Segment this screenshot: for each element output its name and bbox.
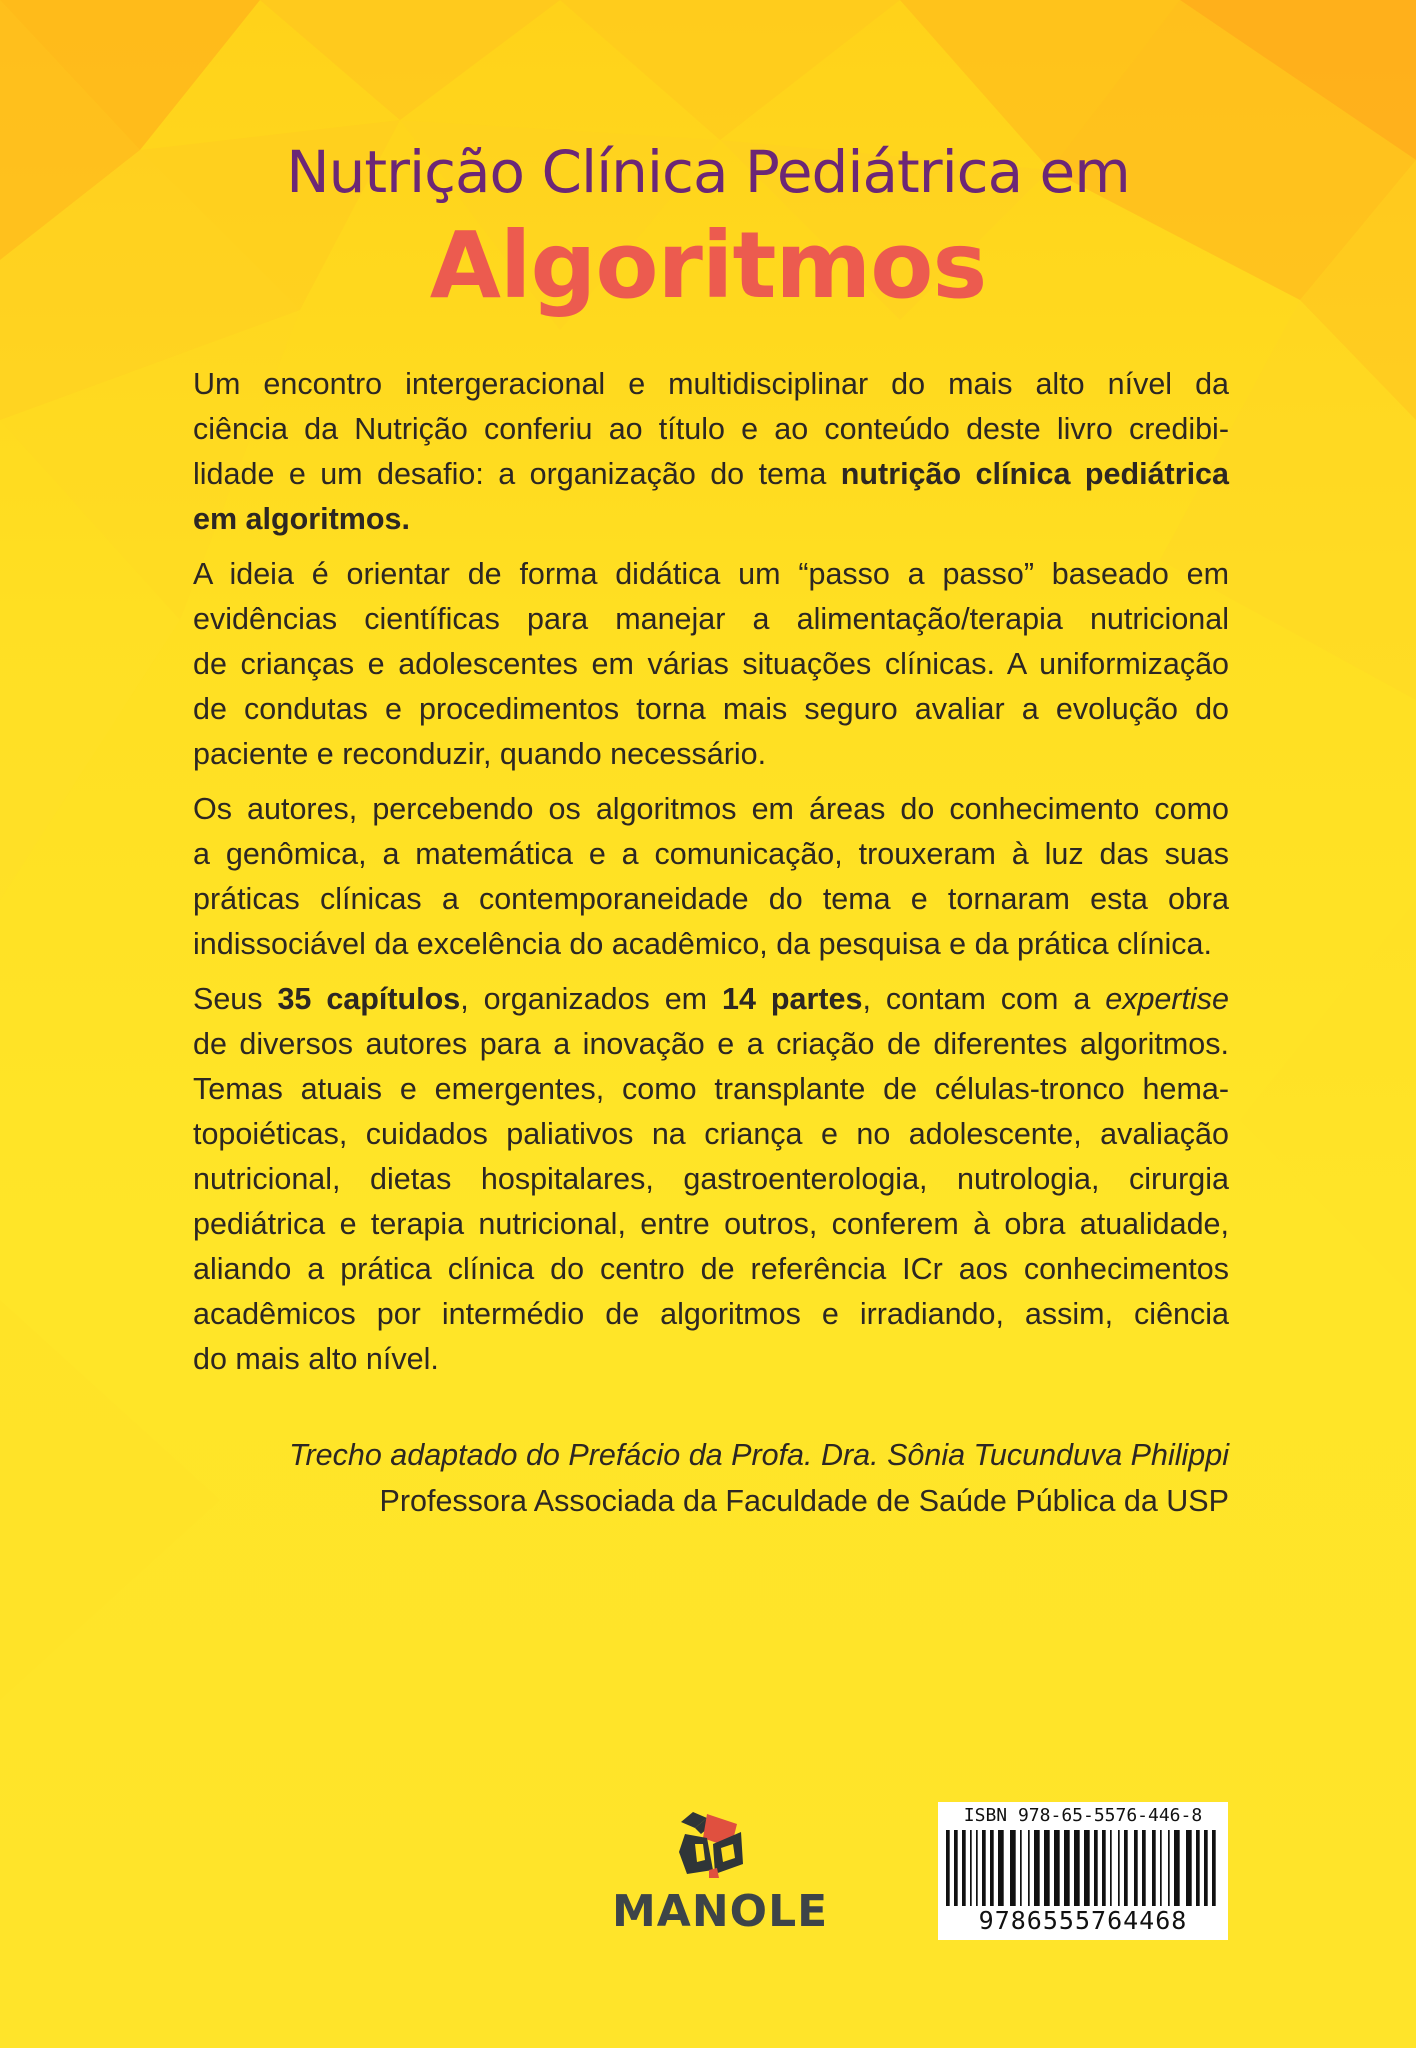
text-line (193, 452, 1229, 497)
text-line: Um encontro intergeracional e multidisciplinar do mais alto nível da (193, 367, 1229, 401)
barcode-bar (962, 1830, 966, 1906)
barcode-bar (1160, 1830, 1162, 1906)
barcode-bar (1152, 1830, 1156, 1906)
barcode-bar (1118, 1830, 1120, 1906)
barcode-bar (1110, 1830, 1112, 1906)
citation-source-text: Trecho adaptado do Prefácio da Profa. Dra. Sônia Tucunduva Philippi (289, 1438, 1229, 1472)
citation-source (193, 1432, 1229, 1478)
title-line-1: Nutrição Clínica Pediátrica em (286, 138, 1130, 206)
text-line: aliando a prática clínica do centro de referência ICr aos conhecimentos (193, 1252, 1229, 1286)
barcode-bar (1168, 1830, 1170, 1906)
barcode-bar (1084, 1830, 1090, 1906)
text-segment: lidade e um desafio: a organização do tema (193, 457, 827, 491)
text-line (193, 497, 1229, 542)
barcode-bar (1064, 1830, 1070, 1906)
barcode-bar (1034, 1830, 1040, 1906)
barcode-bars (946, 1830, 1220, 1908)
bold-phrase: 14 partes (722, 982, 863, 1016)
barcode-bar (982, 1830, 986, 1906)
text-line: de crianças e adolescentes em várias situações clínicas. A uniformização (193, 647, 1229, 681)
paragraph-2 (193, 552, 1229, 777)
manole-quixote-logo-icon (673, 1808, 747, 1880)
text-line: do mais alto nível. (193, 1342, 439, 1376)
text-line: A ideia é orientar de forma didática um “passo a passo” baseado em (193, 557, 1229, 591)
text-line: acadêmicos por intermédio de algoritmos e irradiando, assim, ciência (193, 1297, 1229, 1331)
barcode-bar (1134, 1830, 1138, 1906)
preface-citation (193, 1432, 1229, 1524)
barcode-bar (1102, 1830, 1106, 1906)
barcode-bar (1124, 1830, 1128, 1906)
text-segment: , contam com a (862, 982, 1091, 1016)
paragraph-4 (193, 977, 1229, 1382)
text-line: a genômica, a matemática e a comunicação, trouxeram à luz das suas (193, 837, 1229, 871)
barcode-bar (1142, 1830, 1146, 1906)
bold-phrase: 35 capítulos (277, 982, 461, 1016)
text-segment: Seus (193, 982, 263, 1016)
barcode-bar (946, 1830, 950, 1906)
text-line: nutricional, dietas hospitalares, gastroenterologia, nutrologia, cirurgia (193, 1162, 1229, 1196)
title-line-2: Algoritmos (429, 212, 987, 319)
isbn-label: ISBN 978-65-5576-446-8 (963, 1805, 1203, 1826)
text-line: topoiéticas, cuidados paliativos na criança e no adolescente, avaliação (193, 1117, 1229, 1151)
text-line: Temas atuais e emergentes, como transplante de células-tronco hema- (193, 1072, 1229, 1106)
text-line: pediátrica e terapia nutricional, entre outros, conferem à obra atualidade, (193, 1207, 1229, 1241)
barcode-bar (1212, 1830, 1216, 1906)
italic-phrase: expertise (1105, 982, 1229, 1016)
text-line: de diversos autores para a inovação e a criação de diferentes algoritmos. (193, 1027, 1229, 1061)
barcode-bar (1196, 1830, 1200, 1906)
text-line: de condutas e procedimentos torna mais seguro avaliar a evolução do (193, 692, 1229, 726)
barcode-bar (1054, 1830, 1060, 1906)
publisher-name: MANOLE (612, 1886, 829, 1937)
barcode-bar (1044, 1830, 1050, 1906)
barcode-bar (1204, 1830, 1208, 1906)
barcode-bar (1186, 1830, 1192, 1906)
text-line: práticas clínicas a contemporaneidade do tema e tornaram esta obra (193, 882, 1229, 916)
paragraph-1 (193, 362, 1229, 542)
text-line (193, 977, 1229, 1022)
barcode-bar (990, 1830, 994, 1906)
barcode-bar (1074, 1830, 1080, 1906)
text-line: indissociável da excelência do acadêmico, da pesquisa e da prática clínica. (193, 927, 1212, 961)
barcode-bar (976, 1830, 978, 1906)
ean-digits: 9786555764468 (978, 1906, 1188, 1935)
barcode-bar (1010, 1830, 1016, 1906)
barcode-bar (970, 1830, 972, 1906)
barcode-bar (954, 1830, 958, 1906)
barcode-bar (998, 1830, 1004, 1906)
text-line: evidências científicas para manejar a alimentação/terapia nutricional (193, 602, 1229, 636)
text-line: paciente e reconduzir, quando necessário. (193, 737, 767, 771)
paragraph-3 (193, 787, 1229, 967)
text-segment: , organizados em (460, 982, 708, 1016)
barcode-bar (1174, 1830, 1180, 1906)
isbn-barcode (938, 1802, 1228, 1940)
bold-phrase: nutrição clínica pediátrica (840, 457, 1229, 491)
publisher-logo (612, 1808, 829, 1937)
text-line: ciência da Nutrição conferiu ao título e ao conteúdo deste livro credibi- (193, 412, 1229, 446)
barcode-bar (1094, 1830, 1098, 1906)
synopsis-text (193, 362, 1229, 1382)
bold-phrase: em algoritmos. (193, 502, 410, 536)
text-line: Os autores, percebendo os algoritmos em áreas do conhecimento como (193, 792, 1229, 826)
citation-affiliation: Professora Associada da Faculdade de Saúde Pública da USP (379, 1484, 1229, 1518)
barcode-bar (1020, 1830, 1022, 1906)
barcode-bar (1028, 1830, 1030, 1906)
